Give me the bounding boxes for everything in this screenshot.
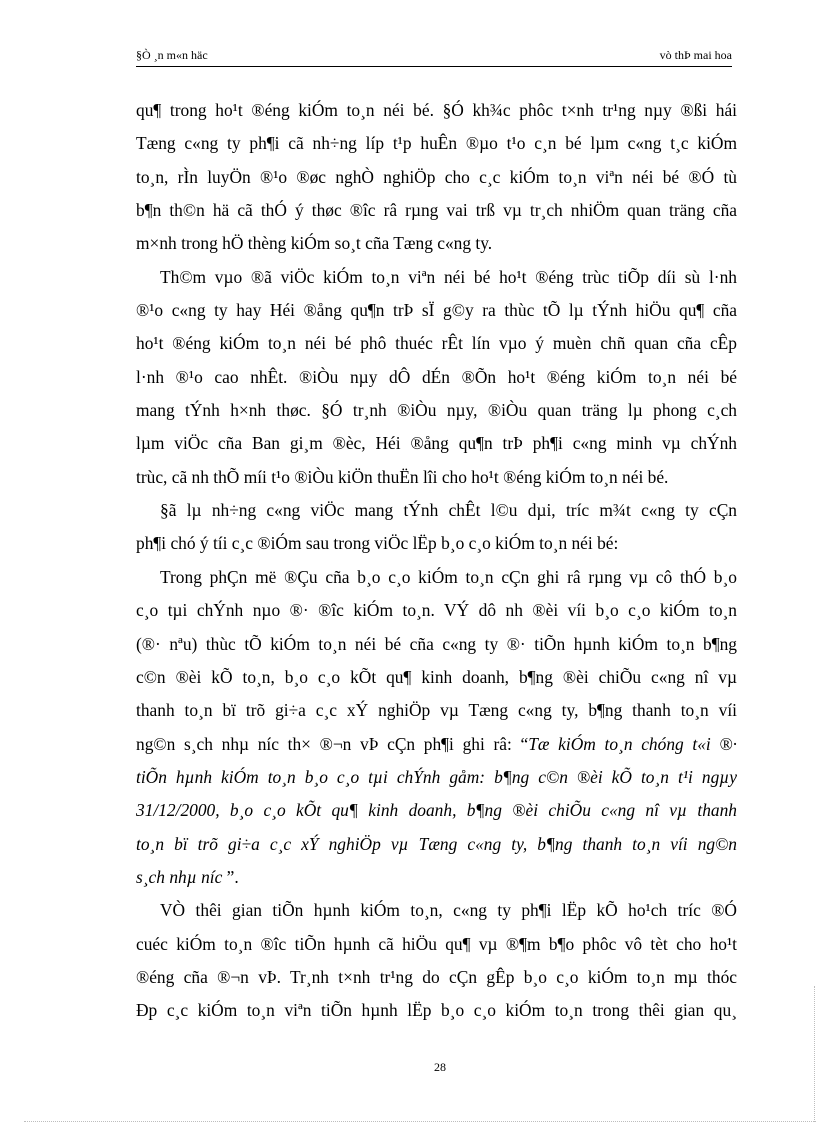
- text-line: c©n ®èi kÕ to¸n, b¸o c¸o kÕt qu¶ kinh doanh, b¶ng ®èi chiÕu c«ng nî vµ: [136, 666, 737, 687]
- quoted-text: 31/12/2000, b¸o c¸o kÕt qu¶ kinh doanh, b¶ng ®èi chiÕu c«ng nî vµ thanh: [136, 800, 737, 821]
- quoted-text: to¸n bï trõ gi÷a c¸c xÝ nghiÖp vµ Tæng c«ng ty, b¶ng thanh to¸n víi ng©n: [136, 833, 737, 854]
- text-line: (®· nªu) thùc tÕ kiÓm to¸n néi bé cña c«ng ty ®· tiÕn hµnh kiÓm to¸n b¶ng: [136, 633, 737, 654]
- text-line: Tæng c«ng ty ph¶i cã nh÷ng líp t¹p huÊn ®µo t¹o c¸n bé lµm c«ng t¸c kiÓm: [136, 133, 737, 154]
- text-line: [136, 828, 737, 861]
- text-line: cuéc kiÓm to¸n ®îc tiÕn hµnh cã hiÖu qu¶ vµ ®¶m b¶o phôc vô tèt cho ho¹t: [136, 933, 737, 954]
- text-run: ”.: [222, 866, 239, 887]
- page-header: [136, 48, 732, 67]
- text-line: m×nh trong hÖ thèng kiÓm so¸t cña Tæng c«ng ty.: [136, 233, 493, 254]
- text-line: Th©m vµo ®ã viÖc kiÓm to¸n viªn néi bé ho¹t ®éng trùc tiÕp díi sù l·nh: [160, 266, 737, 287]
- text-line: Ðp c¸c kiÓm to¸n viªn tiÕn hµnh lËp b¸o c¸o kiÓm to¸n trong thêi gian qu¸: [136, 1000, 737, 1021]
- text-line: ®¹o c«ng ty hay Héi ®ång qu¶n trÞ sÏ g©y ra thùc tÕ lµ tÝnh hiÖu qu¶ cña: [136, 300, 737, 321]
- quoted-text: Tæ kiÓm to¸n chóng t«i ®·: [528, 733, 737, 754]
- text-line: [136, 861, 737, 894]
- text-line: ph¶i chó ý tíi c¸c ®iÓm sau trong viÖc lËp b¸o c¸o kiÓm to¸n néi bé:: [136, 533, 619, 554]
- page-number: 28: [434, 1060, 446, 1074]
- text-line: b¶n th©n hä cã thÓ ý thøc ®îc râ rµng vai trß vµ tr¸ch nhiÖm quan träng cña: [136, 200, 737, 221]
- quoted-text: s¸ch nhµ níc: [136, 866, 223, 887]
- document-body: [136, 94, 737, 1028]
- text-line: VÒ thêi gian tiÕn hµnh kiÓm to¸n, c«ng ty ph¶i lËp kÕ ho¹ch tríc ®Ó: [160, 900, 737, 921]
- text-line: mang tÝnh h×nh thøc. §Ó tr¸nh ®iÒu nµy, ®iÒu quan träng lµ phong c¸ch: [136, 400, 737, 421]
- text-line: to¸n, rÌn luyÖn ®¹o ®øc nghÒ nghiÖp cho c¸c kiÓm to¸n viªn néi bé ®Ó tù: [136, 166, 737, 187]
- text-line: ®éng cña ®¬n vÞ. Tr¸nh t×nh tr¹ng do cÇn gÊp b¸o c¸o kiÓm to¸n mµ thóc: [136, 966, 737, 987]
- text-line: Trong phÇn më ®Çu cña b¸o c¸o kiÓm to¸n cÇn ghi râ rµng vµ cô thÓ b¸o: [160, 566, 737, 587]
- text-line: l·nh ®¹o cao nhÊt. ®iÒu nµy dÔ dÉn ®Õn ho¹t ®éng kiÓm to¸n néi bé: [136, 366, 737, 387]
- text-line: ho¹t ®éng kiÓm to¸n néi bé phô thuéc rÊt lín vµo ý muèn chñ quan cña cÊp: [136, 333, 737, 354]
- text-line: [136, 761, 737, 794]
- text-line: trùc, cã nh thÕ míi t¹o ®iÒu kiÖn thuËn lîi cho ho¹t ®éng kiÓm to¸n néi bé.: [136, 466, 669, 487]
- text-line: c¸o tµi chÝnh nµo ®· ®îc kiÓm to¸n. VÝ dô nh ®èi víi b¸o c¸o kiÓm to¸n: [136, 600, 737, 621]
- header-course-title: §Ò ¸n m«n häc: [136, 48, 208, 62]
- header-author-name: vò thÞ mai hoa: [659, 48, 732, 62]
- text-line: lµm viÖc cña Ban gi¸m ®èc, Héi ®ång qu¶n trÞ ph¶i c«ng minh vµ chÝnh: [136, 433, 737, 454]
- quoted-text: tiÕn hµnh kiÓm to¸n b¸o c¸o tµi chÝnh gåm: b¶ng c©n ®èi kÕ to¸n t¹i ngµy: [136, 766, 737, 787]
- text-line: qu¶ trong ho¹t ®éng kiÓm to¸n néi bé. §Ó kh¾c phôc t×nh tr¹ng nµy ®ßi hái: [136, 100, 737, 120]
- text-run: ng©n s¸ch nhµ níc th× ®¬n vÞ cÇn ph¶i ghi râ: “: [136, 733, 529, 754]
- page-edge-right: [814, 986, 815, 1122]
- text-line: [136, 728, 737, 761]
- text-line: thanh to¸n bï trõ gi÷a c¸c xÝ nghiÖp vµ Tæng c«ng ty, b¶ng thanh to¸n víi: [136, 700, 737, 721]
- text-line: [136, 794, 737, 827]
- text-line: §ã lµ nh÷ng c«ng viÖc mang tÝnh chÊt l©u dµi, tríc m¾t c«ng ty cÇn: [160, 500, 737, 521]
- page-edge-bottom: [24, 1121, 816, 1122]
